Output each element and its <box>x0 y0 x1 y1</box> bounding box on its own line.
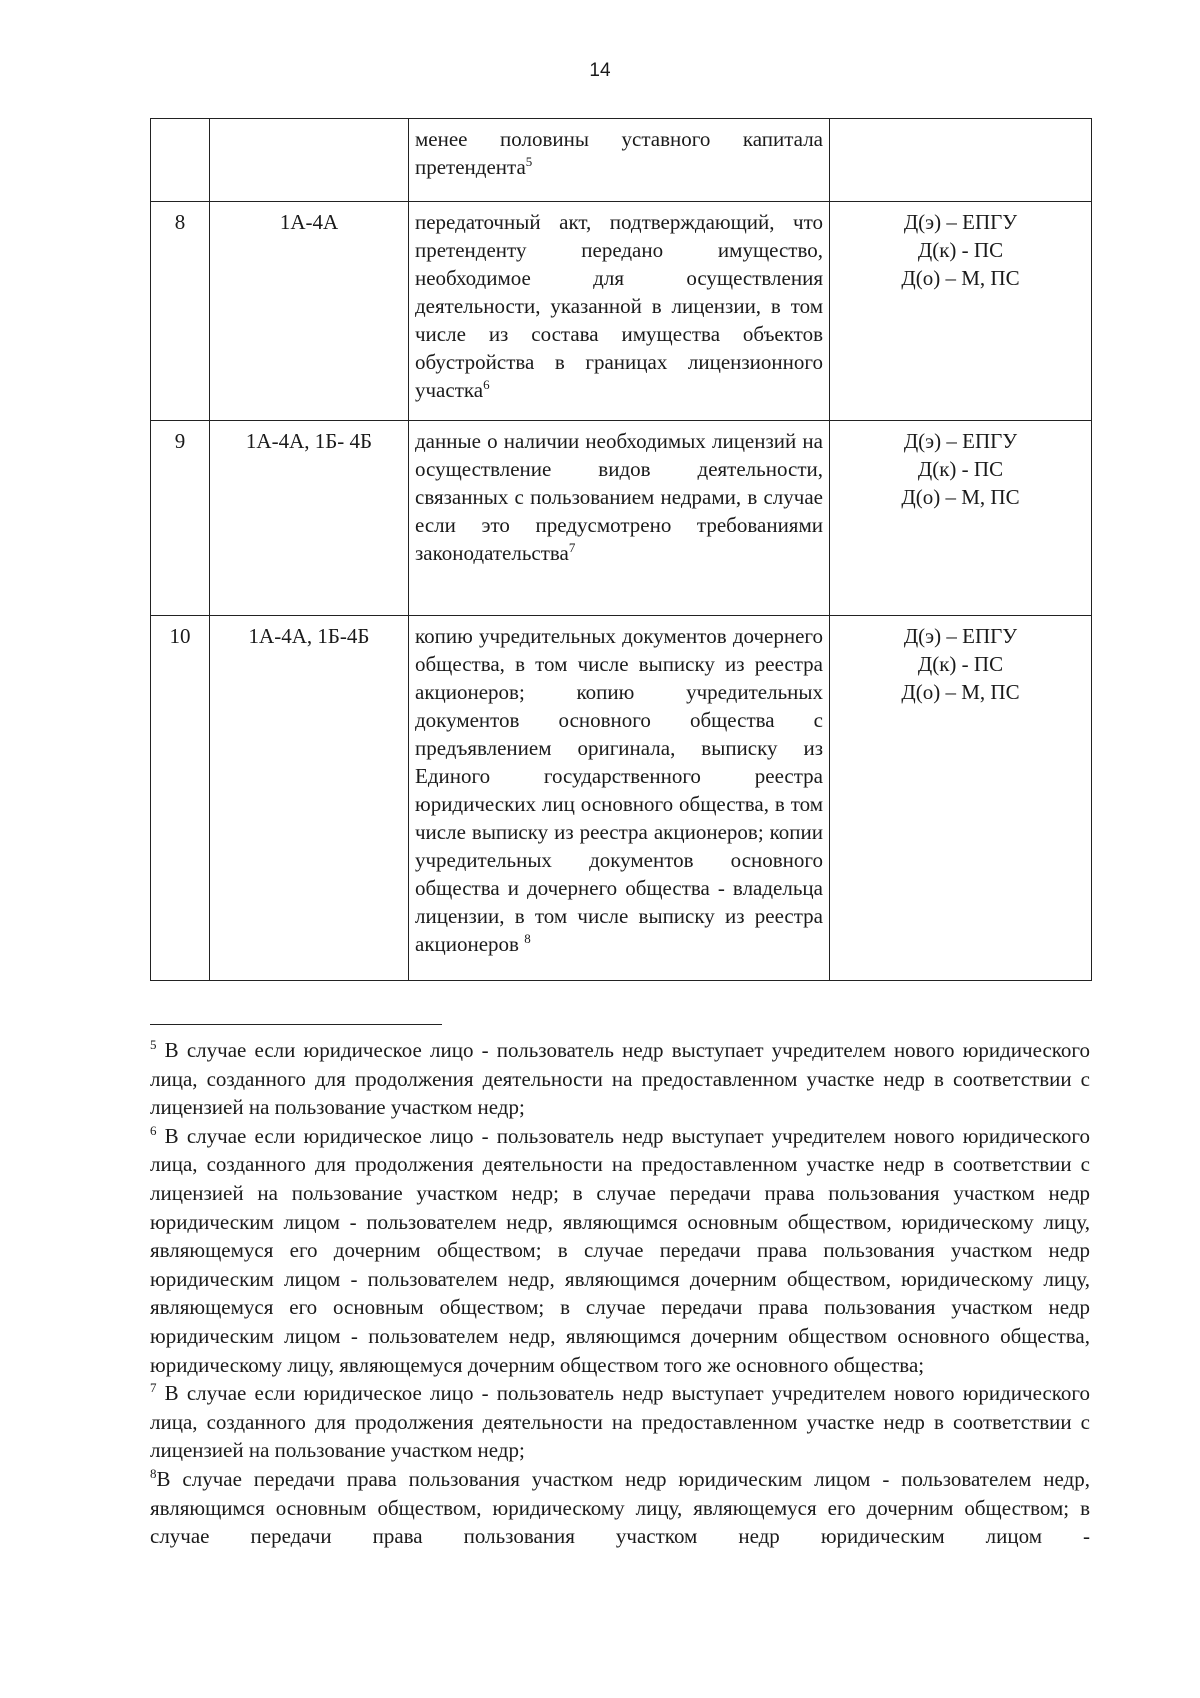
footnote <box>150 1036 1090 1122</box>
requirements-table <box>150 118 1092 981</box>
row-forms-cell <box>830 616 1092 981</box>
row-number-cell: 10 <box>151 616 210 981</box>
footnote-reference: 8 <box>524 931 531 946</box>
footnote-text: В случае передачи права пользования участком недр юридическим лицом - пользователем недр, являющимся основным обществом, юридическому лицу, являющемуся его дочерним обществом; в случае передачи права пользования участком недр юридическим лицом - <box>150 1466 1090 1549</box>
row-code-cell: 1А-4А, 1Б-4Б <box>210 616 409 981</box>
submission-form-line: Д(о) – М, ПС <box>901 680 1020 704</box>
row-description-text: передаточный акт, подтверждающий, что претенденту передано имущество, необходимое для осуществления деятельности, указанной в лицензии, в том числе из состава имущества объектов обустройства в границах лицензионного участка <box>415 210 823 402</box>
row-forms-cell <box>830 202 1092 421</box>
footnote-mark: 5 <box>150 1037 157 1052</box>
row-forms-cell <box>830 119 1092 202</box>
footnote-reference: 7 <box>568 540 576 555</box>
footnote-text: В случае если юридическое лицо - пользователь недр выступает учредителем нового юридического лица, созданного для продолжения деятельности на предоставленном участке недр в соответствии с лицензией на пользование участком недр; <box>150 1038 1090 1120</box>
footnote-mark: 7 <box>150 1380 157 1396</box>
table-row <box>151 616 1092 981</box>
row-description-cell <box>409 616 830 981</box>
submission-form-line: Д(о) – М, ПС <box>901 485 1020 509</box>
row-description-cell <box>409 421 830 616</box>
footnote-separator <box>150 1024 442 1025</box>
submission-form-line: Д(к) - ПС <box>917 238 1004 262</box>
footnote-text: В случае если юридическое лицо - пользователь недр выступает учредителем нового юридического лица, созданного для продолжения деятельности на предоставленном участке недр в соответствии с лицензией на пользование участком недр; в случае передачи права пользования участком недр юридическим лицом - пользователем недр, являющимся основным обществом, юридическому лицу, являющемуся его дочерним обществом; в случае передачи права пользования участком недр юридическим лицом - пользователем недр, являющимся дочерним обществом, юридическому лицу, являющемуся его основным обществом; в случае передачи права пользования участком недр юридическим лицом - пользователем недр, являющимся дочерним обществом основного общества, юридическому лицу, являющемуся дочерним обществом того же основного общества; <box>150 1123 1090 1377</box>
submission-form-line: Д(э) – ЕПГУ <box>903 210 1018 234</box>
footnote-mark: 8 <box>150 1465 157 1481</box>
footnote <box>150 1465 1090 1551</box>
row-description-text: данные о наличии необходимых лицензий на осуществление видов деятельности, связанных с пользованием недрами, в случае если это предусмотрено требованиями законодательства <box>415 429 823 565</box>
table-row <box>151 202 1092 421</box>
row-code-cell: 1А-4А, 1Б- 4Б <box>210 421 409 616</box>
row-description-text: копию учредительных документов дочернего общества, в том числе выписку из реестра акционеров; копию учредительных документов основного общества с предъявлением оригинала, выписку из Единого государственного реестра юридических лиц основного общества, в том числе выписку из реестра акционеров; копии учредительных документов основного общества и дочернего общества - владельца лицензии, в том числе выписку из реестра акционеров <box>415 624 823 956</box>
submission-form-line: Д(э) – ЕПГУ <box>903 429 1018 453</box>
page-number: 14 <box>589 60 611 81</box>
footnote <box>150 1379 1090 1465</box>
row-number-cell <box>151 119 210 202</box>
footnote-mark: 6 <box>150 1122 157 1138</box>
submission-form-line: Д(к) - ПС <box>917 652 1004 676</box>
row-description-cell <box>409 119 830 202</box>
row-code-cell <box>210 119 409 202</box>
submission-form-line: Д(э) – ЕПГУ <box>903 624 1018 648</box>
footnotes-section <box>150 1036 1090 1551</box>
footnote <box>150 1122 1090 1379</box>
table-row <box>151 421 1092 616</box>
submission-form-line: Д(к) - ПС <box>917 457 1004 481</box>
row-description-cell <box>409 202 830 421</box>
footnote-reference: 5 <box>525 154 533 169</box>
row-description-text: менее половины уставного капитала претендента <box>415 127 823 179</box>
row-number-cell: 9 <box>151 421 210 616</box>
row-forms-cell <box>830 421 1092 616</box>
row-number-cell: 8 <box>151 202 210 421</box>
table-row <box>151 119 1092 202</box>
submission-form-line: Д(о) – М, ПС <box>901 266 1020 290</box>
footnote-text: В случае если юридическое лицо - пользователь недр выступает учредителем нового юридического лица, созданного для продолжения деятельности на предоставленном участке недр в соответствии с лицензией на пользование участком недр; <box>150 1381 1090 1463</box>
footnote-reference: 6 <box>483 377 490 392</box>
row-code-cell: 1А-4А <box>210 202 409 421</box>
